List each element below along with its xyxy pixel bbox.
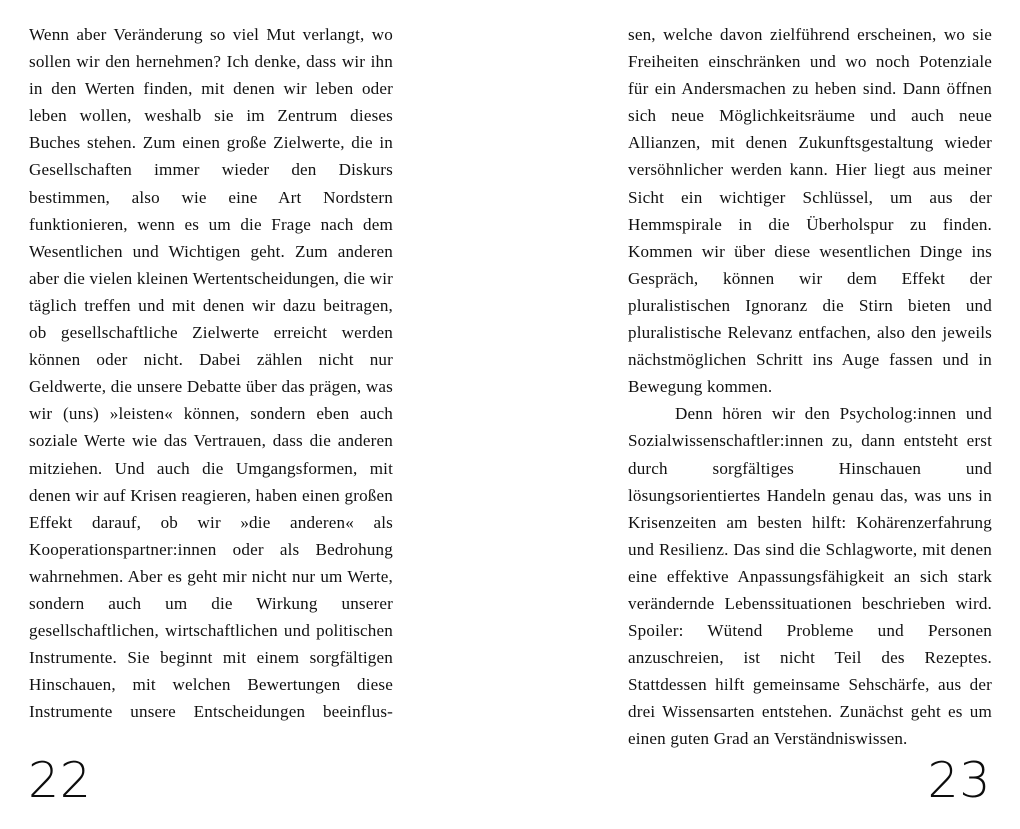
page-right — [510, 0, 1020, 829]
page-number-left: 22 — [28, 752, 92, 809]
paragraph: sen, welche davon zielführend erscheinen, wo sie Freiheiten einschränken und wo noch Potenziale für ein Andersmachen zu heben sind. Dann öffnen sich neue Möglichkeitsräume und auch neue Allianzen, mit denen Zukunftsgestaltung wieder versöhnlicher werden kann. Hier liegt aus meiner Sicht ein wichtiger Schlüssel, um aus der Hemmspirale in die Überholspur zu finden. Kommen wir über diese wesentlichen Dinge ins Gespräch, können wir dem Effekt der pluralistischen Ignoranz die Stirn bieten und pluralistische Relevanz entfachen, also den jeweils nächstmöglichen Schritt ins Auge fassen und in Bewegung kommen. — [628, 25, 992, 397]
page-number-right: 23 — [927, 752, 991, 809]
body-text-column-left — [29, 21, 393, 725]
body-text-column-right — [628, 21, 992, 753]
paragraph: Wenn aber Veränderung so viel Mut verlangt, wo sollen wir den hernehmen? Ich denke, dass wir ihn in den Werten finden, mit denen wir leben oder leben wollen, weshalb sie im Zentrum dieses Buches stehen. Zum einen große Zielwerte, die in Gesellschaften immer wieder den Diskurs bestimmen, also wie eine Art Nordstern funktionieren, wenn es um die Frage nach dem Wesentlichen und Wichtigen geht. Zum anderen aber die vielen kleinen Wertentscheidungen, die wir täglich treffen und mit denen wir dazu beitragen, ob gesellschaftliche Zielwerte erreicht werden können oder nicht. Dabei zählen nicht nur Geldwerte, die unsere Debatte über das prägen, was wir (uns) »leisten« können, sondern eben auch soziale Werte wie das Vertrauen, dass die anderen mitziehen. Und auch die Umgangsformen, mit denen wir auf Krisen reagieren, haben einen großen Effekt darauf, ob wir »die anderen« als Kooperationspartner:innen oder als Bedrohung wahrnehmen. Aber es geht mir nicht nur um Werte, sondern auch um die Wirkung unserer gesellschaftlichen, wirtschaftlichen und politischen Instrumente. Sie beginnt mit einem sorgfältigen Hinschauen, mit welchen Bewertungen diese Instrumente unsere Entscheidungen beeinflus- — [29, 25, 394, 722]
paragraph: Denn hören wir den Psycholog:innen und Sozialwissenschaftler:innen zu, dann entsteht erst durch sorgfältiges Hinschauen und lösungsorientiertes Handeln genau das, was uns in Krisenzeiten am besten hilft: Kohärenzerfahrung und Resilienz. Das sind die Schlagworte, mit denen eine effektive Anpassungsfähigkeit an sich stark verändernde Lebenssituationen beschrieben wird. Spoiler: Wütend Probleme und Personen anzuschreien, ist nicht Teil des Rezeptes. Stattdessen hilft gemeinsame Sehschärfe, aus der drei Wissensarten entstehen. Zunächst geht es um einen guten Grad an Verständniswissen. — [628, 404, 992, 749]
